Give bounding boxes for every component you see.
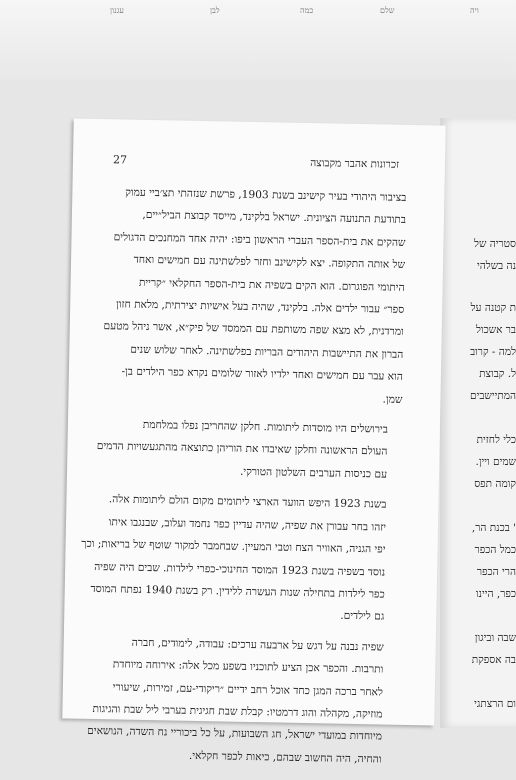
book-page	[62, 118, 445, 766]
adjacent-page-line: קומה תפס	[474, 478, 516, 490]
text-line: לאחר ברכה המגן כחד אוכל רחב ידיים ״ריקודי-עם, זמירות, שיעורי	[112, 680, 383, 699]
text-line: נוסד בשפיה בשנת 1923 המוסד החינוכי-כפרי לילדות. שבים היה שפיה	[94, 560, 386, 579]
text-line: שפיה נבנה על דגש על ארבעה ערכים: עבודה, לימודים, חברה	[131, 636, 384, 654]
text-line: ומרדנית, לא מצא שפה משותפת עם הממסד של פיק״א, אשר ניהל מטעם	[103, 320, 404, 339]
text-line: בציבור היהודי בעיר קישינב בשנת 1903, פרשת שנזהתי תצ׳ביי עמוק	[125, 186, 407, 204]
text-line: העולם הראשונה וחלקן שאיבדו את הוריהן כתוצאה מהתגעשויות הדמים	[96, 440, 388, 459]
text-line: יזהו בחר עבורן את שפיה, שהיה עדיין כפר נחמד ועלוב, שבנגבו איתו	[108, 515, 387, 534]
paragraph	[96, 413, 402, 486]
adjacent-page-line: כמל הכפר	[474, 544, 516, 556]
adjacent-page-line: ל. קבוצת	[479, 368, 516, 380]
top-fragment: עגנון	[110, 6, 124, 15]
text-line: היתומי הפוגרום. הוא הקים בשפיה את בית-הספר החקלאי ״קריית	[138, 276, 405, 294]
paragraph	[87, 631, 398, 771]
text-line: שהקים את בית-הספר העברי הראשון ביפו: יהיה אחד המחנכים הדגולים	[113, 231, 406, 249]
scan-top-background	[0, 0, 516, 80]
adjacent-page-line: הרי הכפר	[476, 566, 516, 578]
adjacent-page-line: נה בשלהי	[477, 260, 516, 272]
adjacent-page-line: כפר, היינו	[475, 588, 516, 600]
top-fragment: שלם	[380, 6, 395, 15]
text-line: יפי הגניה, האוויר הצח וטבי המעיין. שבחמבר למקור שוטף של בריאות; וכך	[81, 537, 386, 556]
adjacent-page-line: בר אשכול	[475, 324, 516, 336]
page-body	[81, 181, 407, 779]
text-line: עם כניסות הערבים השלטון הטורקי.	[239, 465, 388, 481]
adjacent-page-line: כלי לחזית	[476, 434, 516, 446]
running-title: זכרונות אהבר מקבוצה	[310, 157, 400, 171]
text-line: מוזיקה, מקהלה והוג דרמטיו: קבלת שבת חגיגית בערבי ליל שבת והגיגות	[92, 702, 383, 721]
text-line: בשנת 1923 היפש הוועד הארצי ליתומים מקום הולם ליתומות אלה.	[108, 493, 387, 511]
text-line: בתודעת התנועה הציונית. ישראל בלקינד, מייסד קבוצת הביל״יים,	[142, 209, 407, 227]
adjacent-page-line: ' בכנת הר,	[471, 522, 516, 534]
text-line: בירושלים היו מוסדות ליתומות. חלקן שהחריבן נפלו במלחמת	[142, 418, 388, 436]
top-fragment: לבן	[210, 6, 220, 15]
paragraph	[103, 181, 407, 411]
text-line: גם לילדים.	[340, 610, 385, 623]
adjacent-page	[440, 118, 516, 728]
adjacent-page-line: שבה וביגון	[474, 632, 516, 644]
text-line: של אותה התקופה. יצא לקישינב וחזר לפלשתינה עם חמישים ואחד	[133, 253, 406, 272]
adjacent-page-line: בה אספקת	[471, 654, 516, 666]
adjacent-page-line: ום הרצתגי	[474, 698, 516, 710]
adjacent-page-line: ת קטנה על	[470, 302, 516, 314]
text-line: ותרבות. והכפר אכן הציע לתוכניו בשפע מכל אלה: אירוחה מיוחדת	[112, 658, 384, 676]
text-line: מיוחדות במועדי ישראל, חג השבועות, על כל ביכוריי נח השדה, הנושאים	[87, 725, 383, 743]
text-line: הברון את התיישבות היהודים הבריות בפלשתינה. לאחר שלוש שנים	[130, 343, 404, 361]
top-fragment: ויה	[470, 6, 479, 15]
top-fragment: כמה	[300, 6, 314, 15]
adjacent-page-line: המתיישבים	[470, 390, 516, 402]
adjacent-page-line: למה - קרוב	[470, 346, 516, 358]
paragraph	[81, 488, 401, 628]
page-number: 27	[112, 153, 128, 167]
text-line: כפר לילדות בתחילה שנות העשרה ללידין. רק בשנת 1940 נפתח המוסד	[90, 582, 385, 601]
text-line: שמן.	[382, 393, 403, 406]
page-header	[113, 153, 399, 174]
adjacent-page-line: שמים ויין.	[475, 456, 516, 468]
text-line: והחיה, היה החשוב שבהם, כיאות לכפר חקלאי.	[188, 749, 382, 766]
adjacent-page-line: סטריה של	[474, 238, 516, 250]
text-line: הוא עבר עם חמישים ואחד ילדיו לאזור שלומים נקרא כפר הילדים בן-	[121, 365, 404, 384]
text-line: ספר״ עבור ילדים אלה. בלקינד, שהיה בעל אישיות יצירתית, מלאת חזון	[116, 298, 405, 316]
